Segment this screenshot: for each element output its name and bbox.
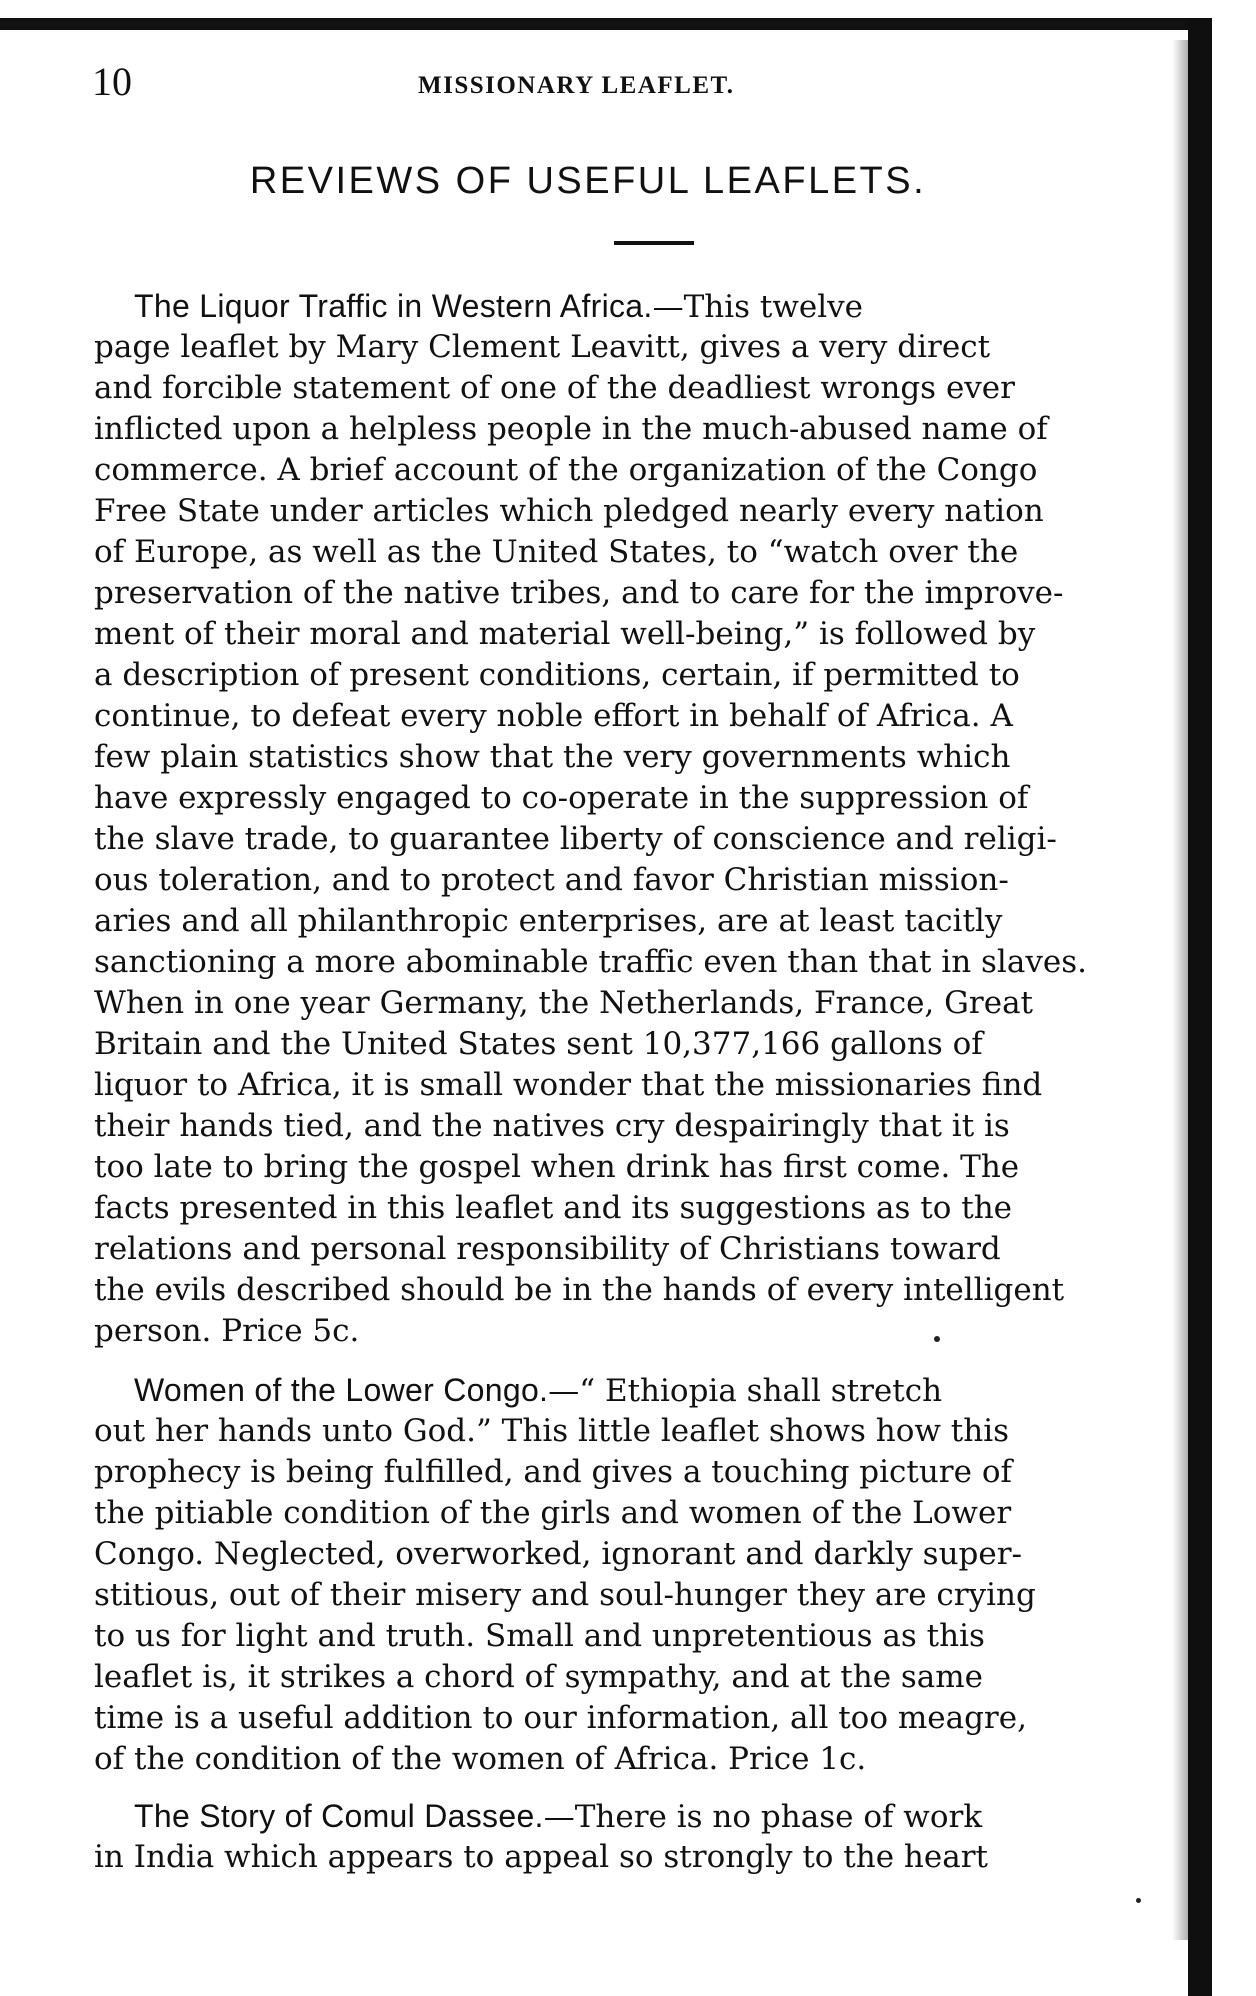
review-line: too late to bring the gospel when drink has first come. The	[94, 1149, 1020, 1185]
review-line: prophecy is being fulfilled, and gives a touching picture of	[94, 1454, 1012, 1490]
review-text: —This twelve	[652, 289, 864, 325]
review-line: few plain statistics show that the very governments which	[94, 739, 1011, 775]
review-line: relations and personal responsibility of Christians toward	[94, 1231, 1001, 1267]
review-line: stitious, out of their misery and soul-hunger they are crying	[94, 1577, 1036, 1613]
review-line: page leaflet by Mary Clement Leavitt, gives a very direct	[94, 329, 991, 365]
review-line: out her hands unto God.” This little leaflet shows how this	[94, 1413, 1010, 1449]
review-line: a description of present conditions, certain, if permitted to	[94, 657, 1020, 693]
review-title: The Liquor Traffic in Western Africa.	[134, 288, 653, 324]
review-line: When in one year Germany, the Netherlands, France, Great	[94, 985, 1034, 1021]
review-title: The Story of Comul Dassee.	[134, 1798, 544, 1834]
review-line: Free State under articles which pledged nearly every nation	[94, 493, 1044, 529]
review-line: the pitiable condition of the girls and women of the Lower	[94, 1495, 1012, 1531]
review-text: —“ Ethiopia shall stretch	[548, 1373, 943, 1409]
print-speck	[1136, 1898, 1141, 1903]
top-border-rule	[0, 18, 1205, 30]
review-line: leaflet is, it strikes a chord of sympathy, and at the same	[94, 1659, 984, 1695]
review-line: of the condition of the women of Africa. Price 1c.	[94, 1741, 867, 1777]
review-line: to us for light and truth. Small and unpretentious as this	[94, 1618, 985, 1654]
review-line: facts presented in this leaflet and its suggestions as to the	[94, 1190, 1013, 1226]
title-divider	[614, 241, 694, 245]
review-line: inflicted upon a helpless people in the much-abused name of	[94, 411, 1048, 447]
review-line: Congo. Neglected, overworked, ignorant and darkly super-	[94, 1536, 1023, 1572]
review-line: commerce. A brief account of the organization of the Congo	[94, 452, 1038, 488]
review-line: liquor to Africa, it is small wonder that the missionaries find	[94, 1067, 1043, 1103]
review-line: ous toleration, and to protect and favor Christian mission-	[94, 862, 1009, 898]
review-line: the evils described should be in the hands of every intelligent	[94, 1272, 1065, 1308]
review-liquor-traffic	[94, 286, 1194, 1352]
review-line: aries and all philanthropic enterprises, are at least tacitly	[94, 903, 1003, 939]
review-first-line	[94, 1796, 1194, 1837]
review-line: preservation of the native tribes, and to care for the improve-	[94, 575, 1064, 611]
review-first-line	[94, 286, 1194, 327]
review-line: in India which appears to appeal so strongly to the heart	[94, 1839, 988, 1875]
review-line: sanctioning a more abominable traffic even than that in slaves.	[94, 944, 1087, 980]
review-line: Britain and the United States sent 10,377,166 gallons of	[94, 1026, 983, 1062]
review-first-line	[94, 1370, 1194, 1411]
review-line: continue, to defeat every noble effort in behalf of Africa. A	[94, 698, 1013, 734]
section-title: REVIEWS OF USEFUL LEAFLETS.	[249, 160, 927, 202]
running-title: MISSIONARY LEAFLET.	[418, 72, 735, 99]
print-speck	[934, 1336, 940, 1342]
review-line: time is a useful addition to our information, all too meagre,	[94, 1700, 1027, 1736]
review-line: ment of their moral and material well-being,” is followed by	[94, 616, 1036, 652]
page-number: 10	[92, 59, 132, 104]
review-line: of Europe, as well as the United States, to “watch over the	[94, 534, 1019, 570]
review-line: the slave trade, to guarantee liberty of conscience and religi-	[94, 821, 1057, 857]
review-line: have expressly engaged to co-operate in the suppression of	[94, 780, 1029, 816]
review-women-lower-congo	[94, 1370, 1194, 1780]
review-line: and forcible statement of one of the deadliest wrongs ever	[94, 370, 1015, 406]
review-line: person. Price 5c.	[94, 1313, 360, 1349]
review-text: —There is no phase of work	[543, 1799, 983, 1835]
review-story-comul-dassee	[94, 1796, 1194, 1878]
review-title: Women of the Lower Congo.	[134, 1372, 549, 1408]
review-line: their hands tied, and the natives cry despairingly that it is	[94, 1108, 1010, 1144]
